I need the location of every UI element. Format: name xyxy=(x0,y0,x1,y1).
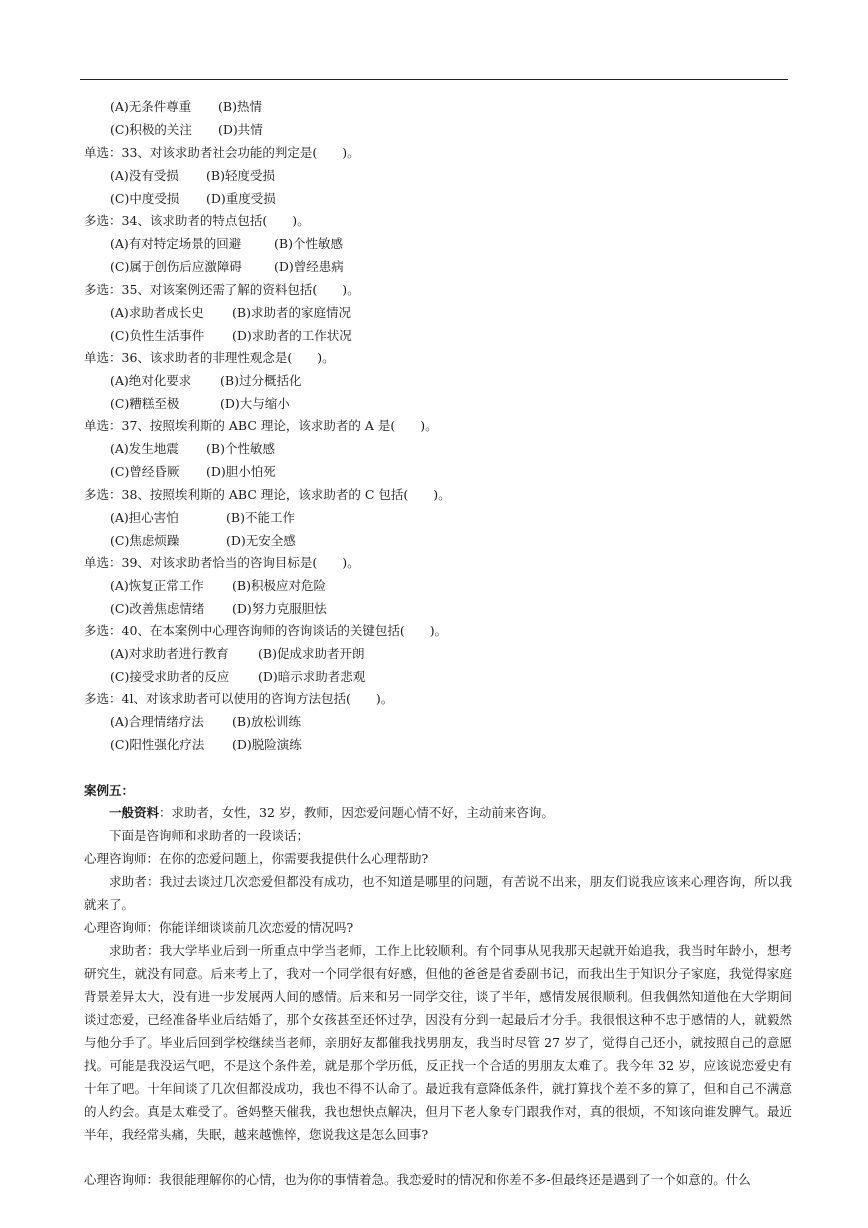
option-a: (A)绝对化要求 xyxy=(110,373,192,388)
option-a: (A)无条件尊重 xyxy=(110,99,192,114)
option-row xyxy=(110,441,275,457)
option-a: (A)合理情绪疗法 xyxy=(110,714,204,729)
general-info-label: 一般资料 xyxy=(109,805,160,820)
option-row xyxy=(110,669,366,685)
option-row xyxy=(110,259,344,275)
option-c: (C)阳性强化疗法 xyxy=(110,737,205,752)
general-info-text: ：求助者，女性，32 岁，教师，因恋爱问题心情不好，主动前来咨询。 xyxy=(159,805,554,820)
option-d: (D)曾经患病 xyxy=(274,259,344,274)
option-b: (B)不能工作 xyxy=(226,510,295,525)
option-row xyxy=(110,122,263,138)
option-a: (A)没有受损 xyxy=(110,168,179,183)
option-d: (D)无安全感 xyxy=(226,533,296,548)
option-row xyxy=(110,191,276,207)
question-37: 单选：37、按照埃利斯的 ABC 理论，该求助者的 A 是( )。 xyxy=(84,418,438,433)
option-c: (C)改善焦虑情绪 xyxy=(110,601,205,616)
option-a: (A)发生地震 xyxy=(110,441,179,456)
option-b: (B)过分概括化 xyxy=(220,373,302,388)
option-c: (C)中度受损 xyxy=(110,191,180,206)
dialogue-line: 心理咨询师：在你的恋爱问题上，你需要我提供什么心理帮助? xyxy=(84,851,429,866)
option-row xyxy=(110,464,276,480)
option-b: (B)个性敏感 xyxy=(274,236,343,251)
option-b: (B)个性敏感 xyxy=(206,441,275,456)
dialogue-line: 心理咨询师：你能详细谈谈前几次恋爱的情况吗? xyxy=(84,920,354,935)
option-c: (C)接受求助者的反应 xyxy=(110,669,230,684)
option-b: (B)轻度受损 xyxy=(206,168,275,183)
option-row xyxy=(110,714,301,730)
option-b: (B)热情 xyxy=(218,99,262,114)
option-c: (C)负性生活事件 xyxy=(110,328,205,343)
option-a: (A)担心害怕 xyxy=(110,510,179,525)
option-a: (A)有对特定场景的回避 xyxy=(110,236,242,251)
question-34: 多选：34、该求助者的特点包括( )。 xyxy=(84,213,310,228)
option-c: (C)积极的关注 xyxy=(110,122,192,137)
option-d: (D)大与缩小 xyxy=(220,396,290,411)
dialogue-line: 求助者：我过去谈过几次恋爱但都没有成功，也不知道是哪里的问题，有苦说不出来，朋友们说我应该来心理咨询，所以我就来了。 xyxy=(84,874,792,912)
option-row xyxy=(110,533,296,549)
option-row xyxy=(110,578,326,594)
option-row xyxy=(110,236,343,252)
question-41: 多选：4l、对该求助者可以使用的咨询方法包括( )。 xyxy=(84,691,394,706)
option-a: (A)求助者成长史 xyxy=(110,305,204,320)
dialogue-intro: 下面是咨询师和求助者的一段谈话； xyxy=(109,828,310,843)
option-row xyxy=(110,396,290,412)
case-heading: 案例五： xyxy=(84,783,135,798)
option-row xyxy=(110,328,352,344)
question-40: 多选：40、在本案例中心理咨询师的咨询谈话的关键包括( )。 xyxy=(84,623,448,638)
option-row xyxy=(110,737,302,753)
question-35: 多选：35、对该案例还需了解的资料包括( )。 xyxy=(84,282,360,297)
option-c: (C)糟糕至极 xyxy=(110,396,180,411)
option-row xyxy=(110,510,295,526)
option-d: (D)胆小怕死 xyxy=(206,464,276,479)
dialogue-line: 求助者：我大学毕业后到一所重点中学当老师，工作上比较顺利。有个同事从见我那天起就开始追我，我当时年龄小，想考研究生，就没有同意。后来考上了，我对一个同学很有好感，但他的爸爸是省委副书记，而我出生于知识分子家庭，我觉得家庭背景差异太大，没有进一步发展两人间的感情。后来和另一同学交往，谈了半年，感情发展很顺利。但我偶然知道他在大学期间谈过恋爱，已经准备毕业后结婚了，那个女孩甚至还怀过孕，因没有分到一起最后才分手。我很恨这种不忠于感情的人，就毅然与他分手了。毕业后回到学校继续当老师，亲朋好友都催我找男朋友，我当时尽管 27 岁了，觉得自己还小，就按照自己的意愿找。可能是我没运气吧，不是这个条件差，就是那个学历低，反正找一个合适的男朋友太难了。我今年 32 岁，应该说恋爱史有十年了吧。十年间谈了几次但都没成功，我也不得不认命了。最近我有意降低条件，就打算找个差不多的算了，但和自己不满意的人约会。真是太难受了。爸妈整天催我，我也想快点解决，但月下老人象专门跟我作对，真的很烦，不知该向谁发脾气。最近半年，我经常头痛，失眠，越来越憔悴，您说我这是怎么回事? xyxy=(84,943,792,1142)
header-rule xyxy=(80,79,788,80)
option-row xyxy=(110,99,262,115)
option-b: (B)放松训练 xyxy=(232,714,301,729)
option-c: (C)焦虑烦躁 xyxy=(110,533,180,548)
option-row xyxy=(110,373,302,389)
option-d: (D)求助者的工作状况 xyxy=(232,328,352,343)
option-c: (C)属于创伤后应激障碍 xyxy=(110,259,242,274)
option-d: (D)努力克服胆怯 xyxy=(232,601,327,616)
option-a: (A)对求助者进行教育 xyxy=(110,646,229,661)
option-row xyxy=(110,646,365,662)
option-b: (B)促成求助者开朗 xyxy=(258,646,365,661)
question-33: 单选：33、对该求助者社会功能的判定是( )。 xyxy=(84,145,360,160)
general-info xyxy=(84,801,792,824)
option-b: (B)积极应对危险 xyxy=(232,578,326,593)
option-c: (C)曾经昏厥 xyxy=(110,464,180,479)
option-b: (B)求助者的家庭情况 xyxy=(232,305,351,320)
option-a: (A)恢复正常工作 xyxy=(110,578,204,593)
option-d: (D)脱险演练 xyxy=(232,737,302,752)
option-d: (D)共情 xyxy=(218,122,263,137)
option-d: (D)重度受损 xyxy=(206,191,276,206)
option-row xyxy=(110,168,275,184)
question-36: 单选：36、该求助者的非理性观念是( )。 xyxy=(84,350,335,365)
option-row xyxy=(110,305,351,321)
option-row xyxy=(110,601,327,617)
question-39: 单选：39、对该求助者恰当的咨询目标是( )。 xyxy=(84,555,360,570)
question-38: 多选：38、按照埃利斯的 ABC 理论，该求助者的 C 包括( )。 xyxy=(84,487,451,502)
dialogue-line: 心理咨询师：我很能理解你的心情，也为你的事情着急。我恋爱时的情况和你差不多-但最终还是遇到了一个如意的。什么 xyxy=(84,1172,751,1187)
option-d: (D)暗示求助者悲观 xyxy=(258,669,366,684)
